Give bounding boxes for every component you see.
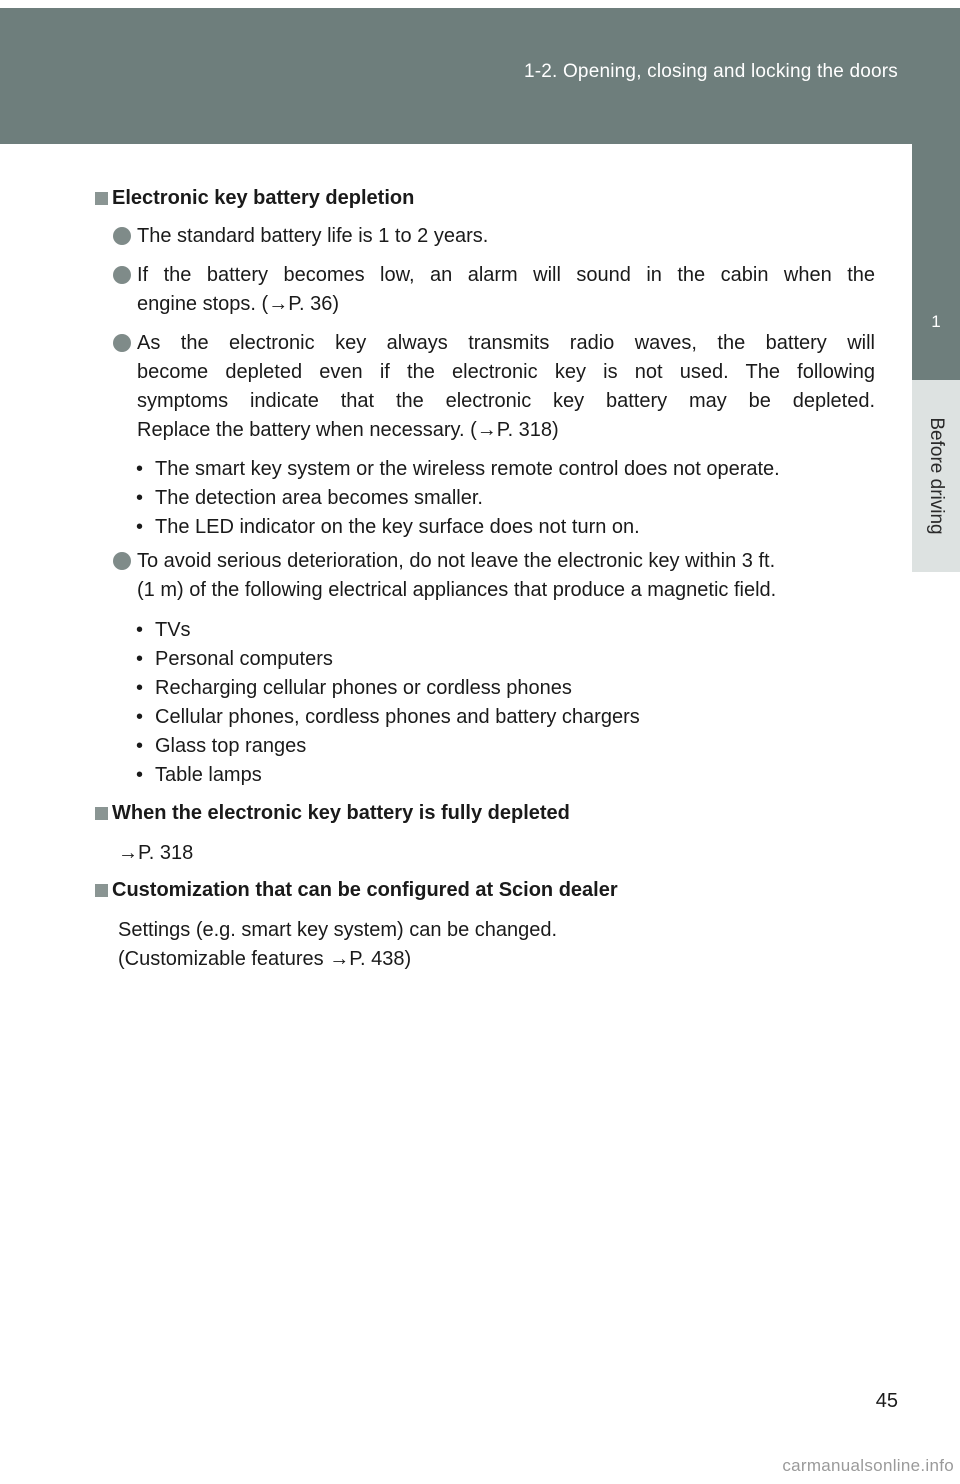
section-heading: Electronic key battery depletion (112, 187, 415, 209)
heading-square-icon (95, 807, 108, 820)
bullet-line: become depleted even if the electronic key is not used. The following (137, 361, 875, 383)
section-heading: When the electronic key battery is fully depleted (112, 802, 570, 824)
sub-item: The detection area becomes smaller. (155, 487, 483, 509)
bullet-line: If the battery becomes low, an alarm will sound in the cabin when the (137, 264, 875, 286)
sub-bullet-icon: • (136, 648, 144, 670)
sub-bullet-icon: • (136, 619, 144, 641)
section-title: 1-2. Opening, closing and locking the doors (523, 61, 898, 82)
chapter-label: Before driving (926, 417, 947, 535)
bullet-text: The standard battery life is 1 to 2 years. (137, 225, 489, 247)
sub-bullet-icon: • (136, 735, 144, 757)
sub-item: Cellular phones, cordless phones and battery chargers (155, 706, 640, 728)
bullet-line: To avoid serious deterioration, do not leave the electronic key within 3 ft. (137, 550, 776, 572)
paragraph-line: Settings (e.g. smart key system) can be changed. (118, 919, 558, 941)
sub-item: Personal computers (155, 648, 333, 670)
bullet-line: Replace the battery when necessary. (→P. 318) (137, 419, 559, 441)
bullet-text (137, 261, 875, 319)
sub-bullet-icon: • (136, 677, 144, 699)
sub-item: Glass top ranges (155, 735, 307, 757)
sub-bullet-icon: • (136, 487, 144, 509)
sub-item: TVs (155, 619, 191, 641)
bullet-text (137, 547, 875, 605)
sub-bullet-icon: • (136, 764, 144, 786)
sub-bullet-icon: • (136, 458, 144, 480)
page-number: 45 (875, 1390, 898, 1412)
sub-bullet-icon: • (136, 706, 144, 728)
paragraph (118, 916, 875, 974)
bullet-dot-icon (113, 266, 131, 284)
heading-square-icon (95, 884, 108, 897)
sub-item: Table lamps (155, 764, 262, 786)
watermark: carmanualsonline.info (782, 1456, 954, 1475)
bullet-dot-icon (113, 552, 131, 570)
bullet-line: (1 m) of the following electrical appliances that produce a magnetic field. (137, 579, 777, 601)
sub-item: The smart key system or the wireless remote control does not operate. (155, 458, 780, 480)
bullet-line: engine stops. (→P. 36) (137, 293, 339, 315)
sub-bullet-icon: • (136, 516, 144, 538)
sub-item: Recharging cellular phones or cordless phones (155, 677, 572, 699)
page-reference: →P. 318 (118, 842, 194, 864)
bullet-text (137, 329, 875, 445)
sub-item: The LED indicator on the key surface does not turn on. (155, 516, 640, 538)
bullet-dot-icon (113, 334, 131, 352)
paragraph-line: (Customizable features →P. 438) (118, 948, 412, 970)
bullet-line: symptoms indicate that the electronic key battery may be depleted. (137, 390, 875, 412)
chapter-number: 1 (931, 312, 941, 331)
section-heading: Customization that can be configured at Scion dealer (112, 879, 618, 901)
side-tab-number-block (912, 144, 960, 380)
heading-square-icon (95, 192, 108, 205)
bullet-dot-icon (113, 227, 131, 245)
bullet-line: As the electronic key always transmits radio waves, the battery will (137, 332, 875, 354)
